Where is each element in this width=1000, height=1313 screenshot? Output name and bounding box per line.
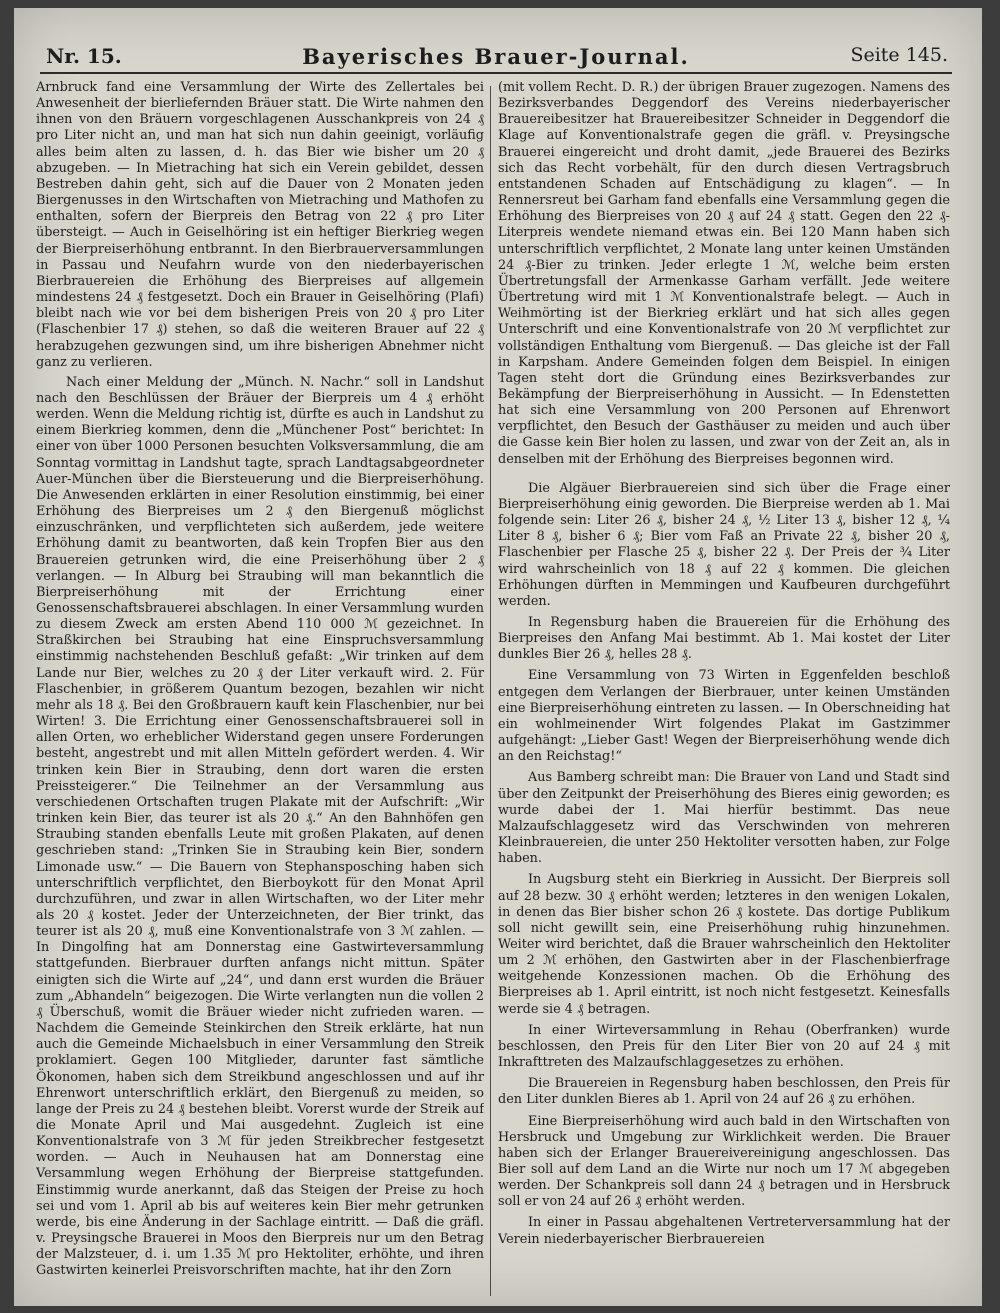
column-divider xyxy=(490,86,491,1296)
left-paragraph-2: Nach einer Meldung der „Münch. N. Nachr.“ soll in Landshut nach den Beschlüssen der Bräuer der Bierpreis um 4 ₰ erhöht werden. Wenn die Meldung richtig ist, dürfte es auch in Landshut zu einem Bierkrieg kommen, denn die „Münchener Post“ berichtet: In einer von über 1000 Personen besuchten Volksversammlung, die am Sonntag vormittag in Landshut tagte, sprach Landtagsabgeordneter Auer-München über die Biersteuerung und die Bierpreiserhöhung. Die Anwesenden erklärten in einer Resolution einstimmig, bei einer Erhöhung des Bierpreises um 2 ₰ den Biergenuß möglichst einzuschränken, und verpflichteten sich außerdem, jede weitere Erhöhung damit zu beantworten, daß kein Tropfen Bier aus den Brauereien getrunken wird, die eine Preiserhöhung über 2 ₰ verlangen. — In Alburg bei Straubing will man bekanntlich die Bierpreiserhöhung mit der Errichtung einer Genossenschaftsbrauerei abschlagen. In einer Versammlung wurden zu diesem Zweck am ersten Abend 110 000 ℳ gezeichnet. In Straßkirchen bei Straubing hat eine Einspruchsversammlung einstimmig nachstehenden Beschluß gefaßt: „Wir trinken auf dem Lande nur Bier, welches zu 20 ₰ der Liter verkauft wird. 2. Für Flaschenbier, in größerem Quantum bezogen, bezahlen wir nicht mehr als 18 ₰. Bei den Großbrauern kauft kein Flaschenbier, nur bei Wirten! 3. Die Errichtung einer Genossenschaftsbrauerei soll in allen Orten, wo erheblicher Widerstand gegen unsere Forderungen besteht, angestrebt und mit allen Mitteln gefördert werden. 4. Wir trinken kein Bier in Straubing, denn dort waren die ersten Preissteigerer.“ Die Teilnehmer an der Versammlung aus verschiedenen Ortschaften trugen Plakate mit der Aufschrift: „Wir trinken kein Bier, das teurer ist als 20 ₰.“ An den Bahnhöfen gen Straubing standen ebenfalls Leute mit großen Plakaten, auf denen geschrieben stand: „Trinken Sie in Straubing kein Bier, sondern Limonade usw.“ — Die Bauern von Stephansposching haben sich unterschriftlich verpflichtet, den Bierboykott für den Monat April durchzuführen, und zwar in allen Wirtschaften, wo der Liter mehr als 20 ₰ kostet. Jeder der Unterzeichneten, der Bier trinkt, das teurer ist als 20 ₰, muß eine Konventionalstrafe von 3 ℳ zahlen. — In Dingolfing hat am Donnerstag eine Gastwirteversammlung stattgefunden. Bierbrauer durften anfangs nicht mittun. Später einigten sich die Wirte auf „24“, und dann erst wurden die Bräuer zum „Abhandeln“ beigezogen. Die Wirte verlangten nun die vollen 2 ₰ Überschuß, womit die Bräuer wieder nicht zufrieden waren. — Nachdem die Gemeinde Steinkirchen den Streik erklärte, hat nun auch die Gemeinde Michaelsbuch in einer Versammlung den Streik proklamiert. Gegen 100 Mitglieder, darunter fast sämtliche Ökonomen, haben sich dem Streikbund angeschlossen und auf ihr Ehrenwort unterschriftlich erklärt, den Biergenuß zu meiden, so lange der Preis zu 24 ₰ bestehen bleibt. Vorerst wurde der Streik auf die Monate April und Mai ausgedehnt. Zugleich ist eine Konventionalstrafe von 3 ℳ für jeden Streikbrecher festgesetzt worden. — Auch in Neuhausen hat am Donnerstag eine Versammlung wegen Erhöhung der Bierpreise stattgefunden. Einstimmig wurde anerkannt, daß das Steigen der Preise zu hoch sei und vom 1. April ab bis auf weiteres kein Bier mehr getrunken werde, bis eine Änderung in der Sachlage eintritt. — Daß die gräfl. v. Preysingsche Brauerei in Moos den Bierpreis nur um den Betrag der Malzsteuer, d. i. um 1.35 ℳ pro Hektoliter, erhöhte, und ihren Gastwirten keinerlei Preisvorschriften machte, hat ihr den Zorn xyxy=(36,374,484,1279)
right-paragraph-2: Die Algäuer Bierbrauereien sind sich über die Frage einer Bierpreiserhöhung einig geworden. Die Bierpreise werden ab 1. Mai folgende sein: Liter 26 ₰, bisher 24 ₰, ½ Liter 13 ₰, bisher 12 ₰, ¼ Liter 8 ₰, bisher 6 ₰; Bier vom Faß an Private 22 ₰, bisher 20 ₰, Flaschenbier per Flasche 25 ₰, bisher 22 ₰. Der Preis der ¾ Liter wird wahrscheinlich von 18 ₰ auf 22 ₰ kommen. Die gleichen Erhöhungen dürften in Memmingen und Kaufbeuren durchgeführt werden. xyxy=(498,480,950,609)
right-paragraph-10: In einer in Passau abgehaltenen Vertreterversammlung hat der Verein niederbayerischer Bierbrauereien xyxy=(498,1215,950,1247)
right-paragraph-7: In einer Wirteversammlung in Rehau (Oberfranken) wurde beschlossen, den Preis für den Liter Bier von 20 auf 24 ₰ mit Inkrafttreten des Malzaufschlaggesetzes zu erhöhen. xyxy=(498,1022,950,1071)
newspaper-page xyxy=(14,8,982,1306)
page-number: Seite 145. xyxy=(850,44,948,66)
right-paragraph-9: Eine Bierpreiserhöhung wird auch bald in den Wirtschaften von Hersbruck und Umgebung zur Wirklichkeit werden. Die Brauer haben sich der Erlanger Brauereivereinigung angeschlossen. Das Bier soll auf dem Land an die Wirte nur noch um 17 ℳ abgegeben werden. Der Schankpreis soll dann 24 ₰ betragen und in Hersbruck soll er von 24 auf 26 ₰ erhöht werden. xyxy=(498,1113,950,1210)
page-header xyxy=(40,38,952,74)
right-paragraph-8: Die Brauereien in Regensburg haben beschlossen, den Preis für den Liter dunklen Bieres ab 1. April von 24 auf 26 ₰ zu erhöhen. xyxy=(498,1076,950,1108)
left-paragraph-1: Arnbruck fand eine Versammlung der Wirte des Zellertales bei Anwesenheit der bierliefernden Bräuer statt. Die Wirte nahmen den ihnen von den Bräuern vorgeschlagenen Ausschankpreis von 24 ₰ pro Liter nicht an, und man hat sich nun dahin geeinigt, vorläufig alles beim alten zu lassen, d. h. das Bier wie bisher um 20 ₰ abzugeben. — In Mietraching hat sich ein Verein gebildet, dessen Bestreben dahin geht, sich auf die Dauer von 2 Monaten jeden Biergenusses in den Wirtschaften von Mietraching und Mathofen zu enthalten, sofern der Bierpreis den Betrag von 22 ₰ pro Liter übersteigt. — Auch in Geiselhöring ist ein heftiger Bierkrieg wegen der Bierpreiserhöhung entbrannt. In den Bierbrauerversammlungen in Passau und Neufahrn wurde von den niederbayerischen Bierbrauereien die Erhöhung des Bierpreises auf allgemein mindestens 24 ₰ festgesetzt. Doch ein Brauer in Geiselhöring (Plafi) bleibt nach wie vor bei dem bisherigen Preis von 20 ₰ pro Liter (Flaschenbier 17 ₰) stehen, so daß die weiteren Brauer auf 22 ₰ herabzugehen gezwungen sind, um ihre bisherigen Abnehmer nicht ganz zu verlieren. xyxy=(36,80,484,370)
right-paragraph-5: Aus Bamberg schreibt man: Die Brauer von Land und Stadt sind über den Zeitpunkt der Preiserhöhung des Bieres einig geworden; es wurde dabei der 1. Mai hierfür bestimmt. Das neue Malzaufschlaggesetz wird das Verschwinden von mehreren Kleinbrauereien, die unter 250 Hektoliter versotten haben, zur Folge haben. xyxy=(498,770,950,867)
left-column xyxy=(36,80,484,1302)
right-paragraph-4: Eine Versammlung von 73 Wirten in Eggenfelden beschloß entgegen dem Verlangen der Bierbrauer, unter keinen Umständen eine Bierpreiserhöhung eintreten zu lassen. — In Oberschneiding hat ein wohlmeinender Wirt folgendes Plakat im Gastzimmer aufgehängt: „Lieber Gast! Wegen der Bierpreiserhöhung wende dich an den Reichstag!“ xyxy=(498,668,950,765)
journal-title: Bayerisches Brauer-Journal. xyxy=(302,44,690,69)
right-paragraph-3: In Regensburg haben die Brauereien für die Erhöhung des Bierpreises den Anfang Mai bestimmt. Ab 1. Mai kostet der Liter dunkles Bier 26 ₰, helles 28 ₰. xyxy=(498,615,950,663)
right-paragraph-1: (mit vollem Recht. D. R.) der übrigen Brauer zugezogen. Namens des Bezirksverbandes Deggendorf des Vereins niederbayerischer Brauereibesitzer hat Brauereibesitzer Schneider in Deggendorf die Klage auf Konventionalstrafe gegen die gräfl. v. Preysingsche Brauerei eingereicht und droht damit, „jede Brauerei des Bezirks sich das Recht vorbehält, für den durch diesen Vertragsbruch entstandenen Schaden auf Entschädigung zu klagen“. — In Rennersreut bei Garham fand ebenfalls eine Versammlung gegen die Erhöhung des Bierpreises von 20 ₰ auf 24 ₰ statt. Gegen den 22 ₰-Literpreis wendete niemand etwas ein. Bei 120 Mann haben sich unterschriftlich verpflichtet, 2 Monate lang unter keinen Umständen 24 ₰-Bier zu trinken. Jeder erlegte 1 ℳ, welche beim ersten Übertretungsfall der Armenkasse Garham verfällt. Jede weitere Übertretung wird mit 1 ℳ Konventionalstrafe belegt. — Auch in Weihmörting ist der Bierkrieg erklärt und hat sich alles gegen Unterschrift und eine Konventionalstrafe von 20 ℳ verpflichtet zur vollständigen Enthaltung vom Biergenuß. — Das gleiche ist der Fall in Karpsham. Andere Gemeinden folgen dem Beispiel. In einigen Tagen steht dort die Gründung eines Bezirksverbandes zur Bekämpfung der Bierpreiserhöhung in Aussicht. — In Edenstetten hat sich eine Versammlung von 200 Personen auf Ehrenwort verpflichtet, den Besuch der Gasthäuser zu meiden und auch über die Gasse kein Bier holen zu lassen, und zwar von der Zeit an, als in denselben mit der Erhöhung des Bierpreises begonnen wird. xyxy=(498,80,950,467)
issue-number: Nr. 15. xyxy=(46,44,122,68)
right-column xyxy=(498,80,950,1302)
right-paragraph-6: In Augsburg steht ein Bierkrieg in Aussicht. Der Bierpreis soll auf 28 bezw. 30 ₰ erhöht werden; letzteres in den wenigen Lokalen, in denen das Bier bisher schon 26 ₰ kostete. Das dortige Publikum soll nicht gewillt sein, eine Preiserhöhung ruhig hinzunehmen. Weiter wird berichtet, daß die Brauer wahrscheinlich den Hektoliter um 2 ℳ erhöhen, den Gastwirten aber in der Flaschenbierfrage weitgehende Konzessionen machen. Ob die Erhöhung des Bierpreises ab 1. April eintritt, ist noch nicht festgesetzt. Keinesfalls werde sie 4 ₰ betragen. xyxy=(498,872,950,1017)
